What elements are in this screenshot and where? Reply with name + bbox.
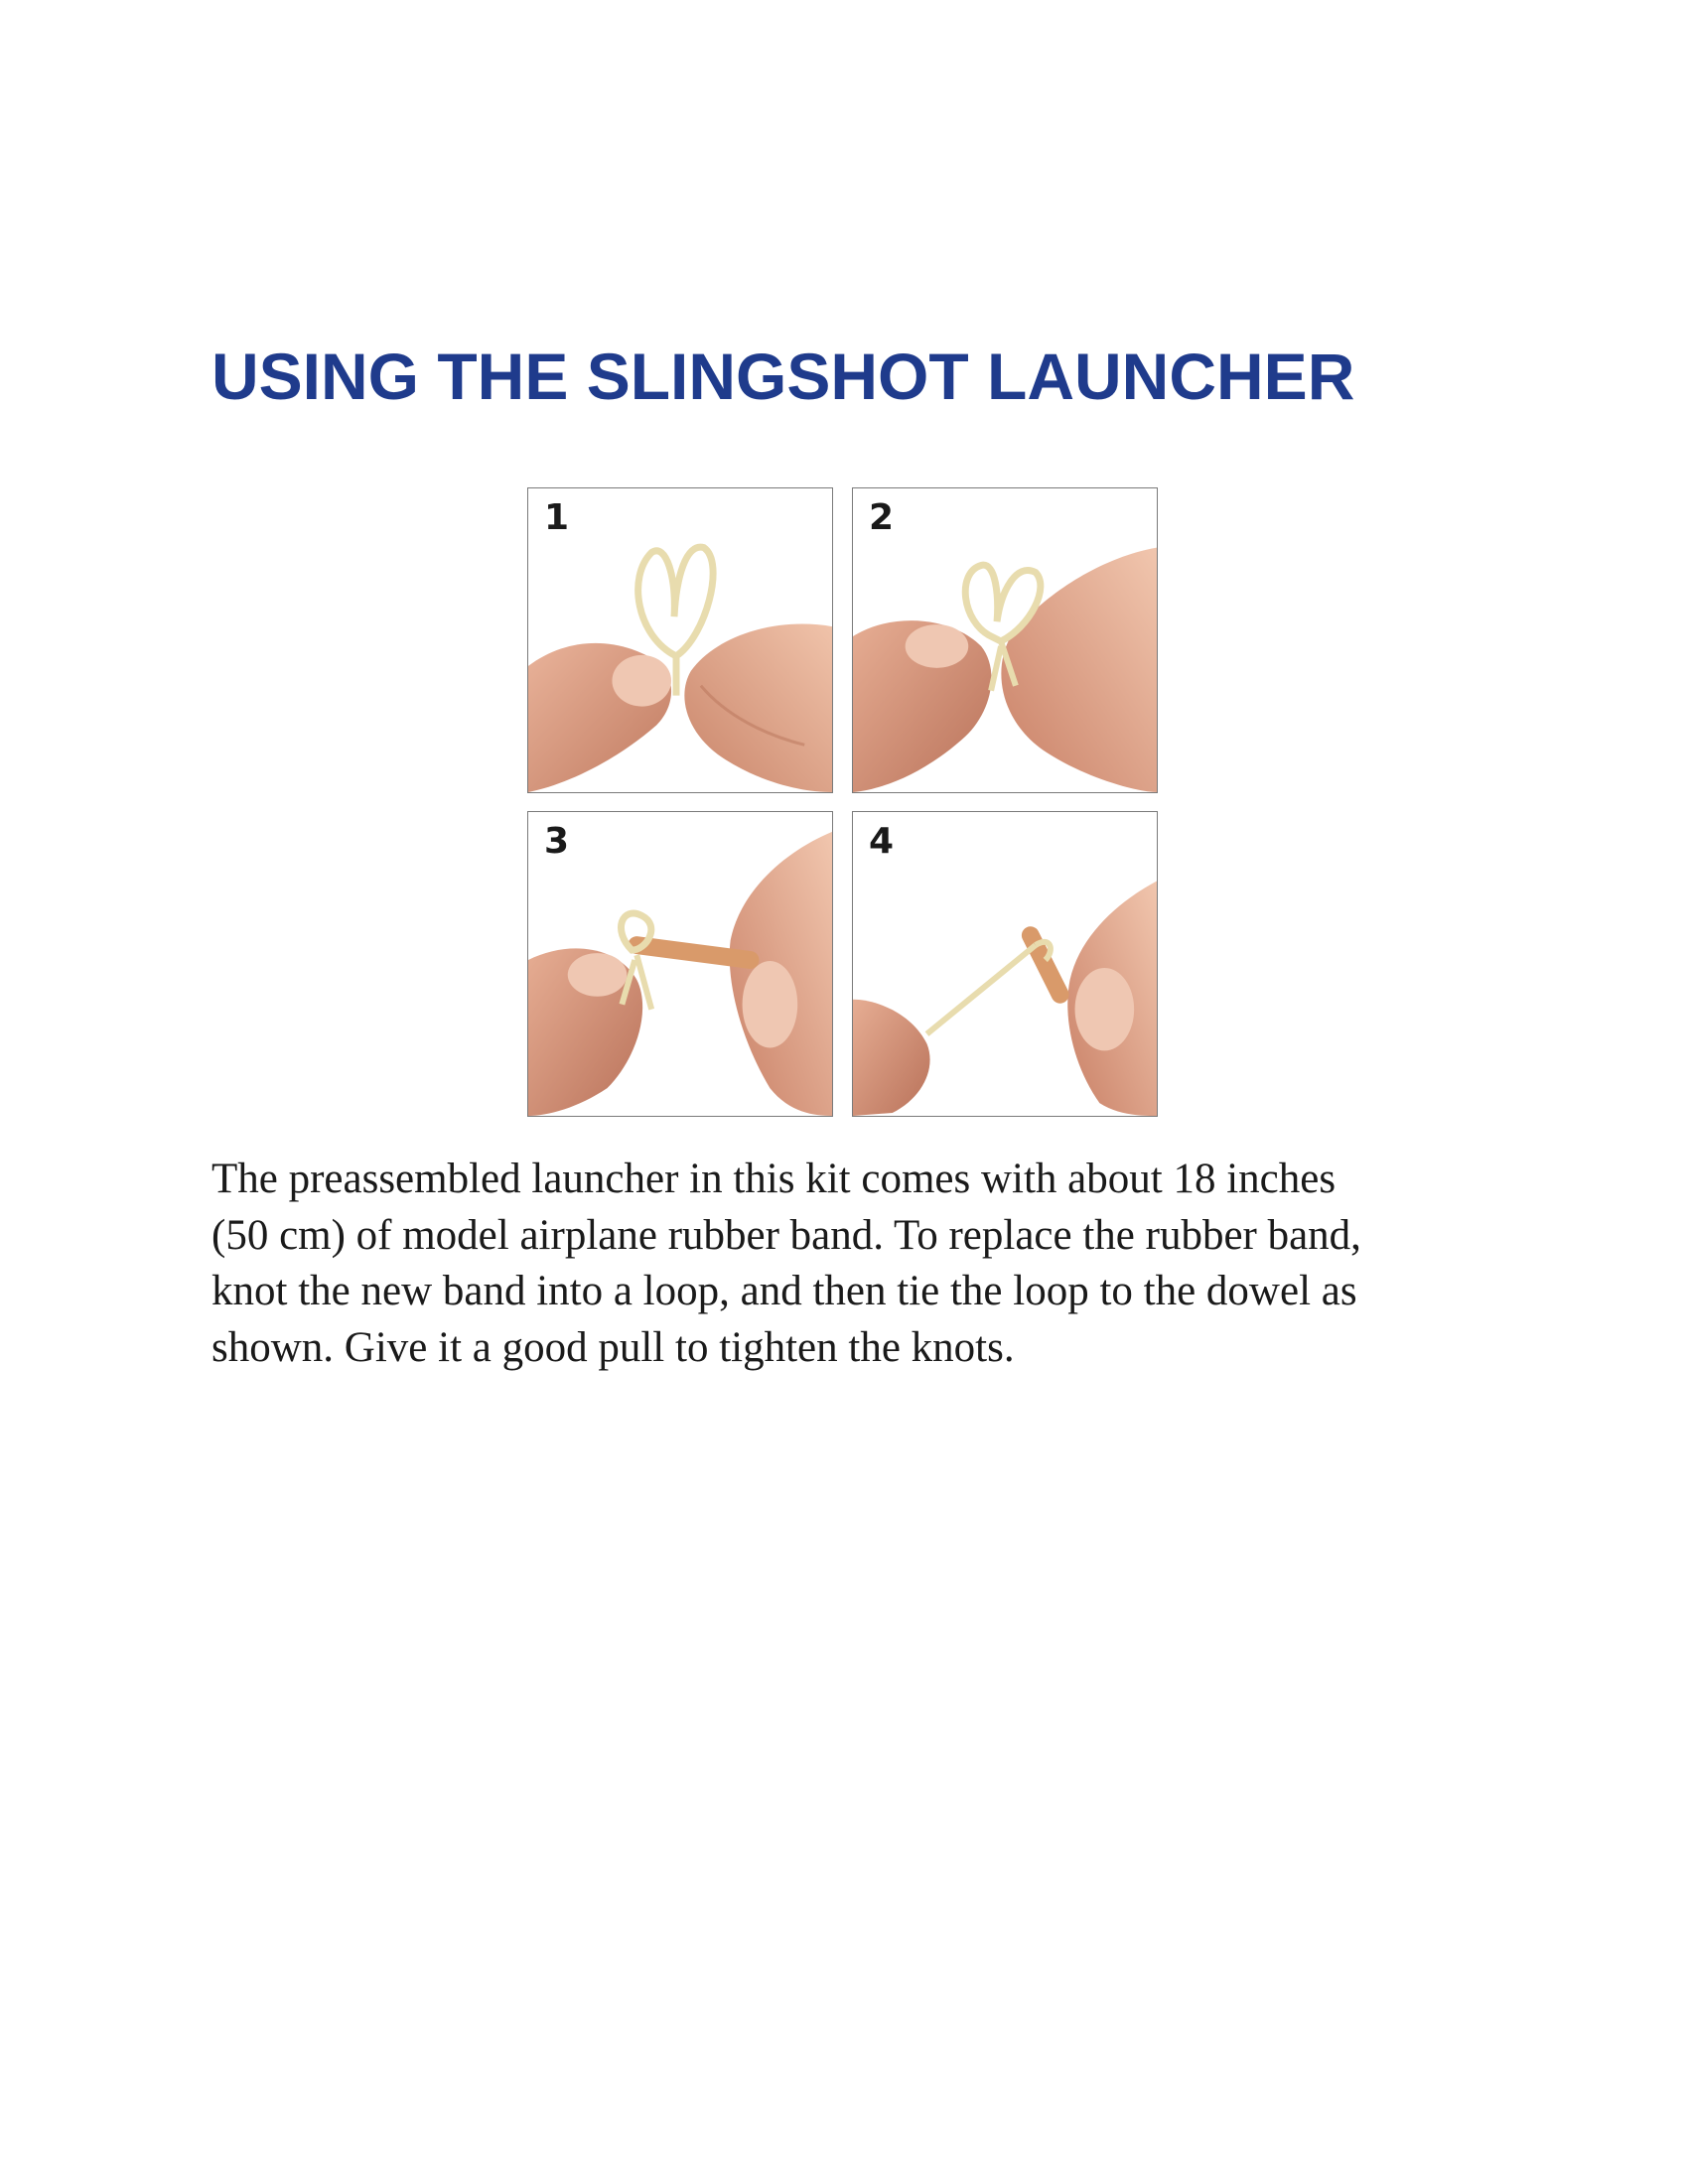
hands-tightening-knot-illustration [853,488,1157,792]
paragraph-line: shown. Give it a good pull to tighten the knots. [211,1323,1015,1371]
step-4-photo [852,811,1158,1117]
step-number: 4 [869,821,895,862]
paragraph-line: The preassembled launcher in this kit comes with about 18 inches [211,1156,1336,1202]
instruction-photo-grid [527,487,1160,1120]
step-3-photo [527,811,833,1117]
hands-tying-loop-illustration [528,488,832,792]
hands-tying-dowel-illustration [528,812,832,1116]
paragraph-line: (50 cm) of model airplane rubber band. To replace the rubber band, [211,1211,1361,1259]
hands-pulling-band-illustration [853,812,1157,1116]
instruction-paragraph [211,1152,1502,1376]
page-title: USING THE SLINGSHOT LAUNCHER [211,340,1355,413]
step-number: 2 [869,497,895,538]
step-1-photo [527,487,833,793]
paragraph-line: knot the new band into a loop, and then tie the loop to the dowel as [211,1268,1357,1314]
step-number: 1 [544,497,570,538]
step-2-photo [852,487,1158,793]
step-number: 3 [544,821,570,862]
